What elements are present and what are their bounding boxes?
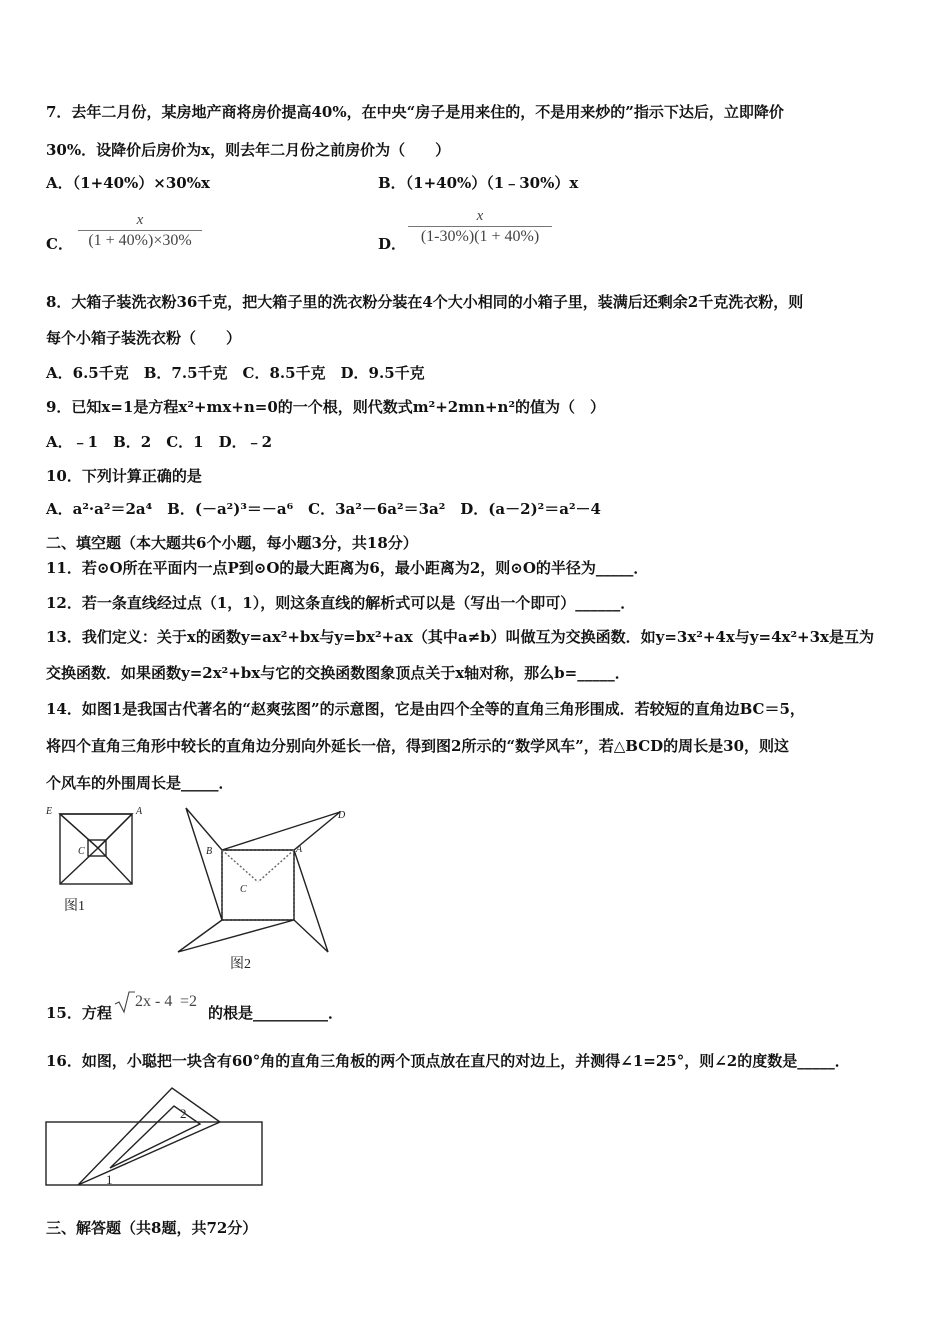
- q9-options: A．﹣1 B．2 C．1 D．﹣2: [46, 433, 273, 451]
- label-c: C: [78, 846, 85, 857]
- q7-option-d-fraction: [408, 208, 552, 246]
- q7-option-a: A．（1+40%）×30%x: [46, 174, 210, 192]
- triangle-top: [60, 814, 132, 848]
- q8-line1: 8．大箱子装洗衣粉36千克，把大箱子里的洗衣粉分装在4个大小相同的小箱子里，装满后还剩余2千克洗衣粉，则: [46, 293, 804, 311]
- q16-line1: 16．如图，小聪把一块含有60°角的直角三角板的两个顶点放在直尺的对边上，并测得∠1=25°，则∠2的度数是_____．: [46, 1052, 850, 1070]
- figure-1-caption: 图1: [64, 899, 85, 914]
- q7-option-d-label: D．: [378, 235, 407, 253]
- set-square-outer: [78, 1088, 220, 1185]
- figure-2-windmill-diagram: [168, 800, 358, 975]
- section3-heading: 三、解答题（共8题，共72分）: [46, 1219, 258, 1237]
- q10-options: A．a²·a²＝2a⁴ B．(－a²)³＝－a⁶ C．3a²－6a²＝3a² D．(a－2)²＝a²－4: [46, 500, 601, 518]
- figure-2-caption: 图2: [230, 957, 251, 972]
- angle-1-label: 1: [106, 1172, 113, 1187]
- fraction-denominator: (1-30%)(1 + 40%): [420, 228, 540, 245]
- q13-line1: 13．我们定义：关于x的函数y=ax²+bx与y=bx²+ax（其中a≠b）叫做互为交换函数．如y=3x²+4x与y=4x²+3x是互为: [46, 628, 874, 646]
- sqrt-sign-icon: [113, 990, 135, 1014]
- q10-line1: 10．下列计算正确的是: [46, 467, 202, 485]
- q7-option-c-fraction: [78, 212, 202, 250]
- label-e: E: [46, 806, 53, 817]
- q8-line2: 每个小箱子装洗衣粉（ ）: [46, 329, 242, 347]
- q12: 12．若一条直线经过点（1，1），则这条直线的解析式可以是（写出一个即可）______．: [46, 594, 636, 612]
- q7-option-c-label: C．: [46, 235, 73, 253]
- dashed-b-c: [222, 850, 258, 882]
- diag-ac: [98, 814, 132, 848]
- dashed-a-c: [258, 850, 294, 882]
- angle-2-label: 2: [180, 1106, 187, 1121]
- q14-line2: 将四个直角三角形中较长的直角边分别向外延长一倍，得到图2所示的“数学风车”，若△BCD的周长是30，则这: [46, 737, 790, 755]
- q15-prefix: 15．方程: [46, 1004, 112, 1022]
- diag-ec: [60, 814, 98, 848]
- figure-1-zhaoshuang-diagram: [44, 802, 154, 917]
- label-a: A: [136, 806, 143, 817]
- q7-line2: 30%．设降价后房价为x，则去年二月份之前房价为（ ）: [46, 141, 451, 159]
- q14-line3: 个风车的外围周长是_____．: [46, 774, 234, 792]
- windmill-blade-right: [294, 850, 328, 952]
- ruler: [46, 1122, 262, 1185]
- section2-heading: 二、填空题（本大题共6个小题，每小题3分，共18分）: [46, 534, 418, 552]
- label-b: B: [206, 846, 213, 857]
- q14-line1: 14．如图1是我国古代著名的“赵爽弦图”的示意图，它是由四个全等的直角三角形围成．若较短的直角边BC＝5，: [46, 700, 805, 718]
- fraction-numerator: x: [476, 208, 484, 224]
- label-c: C: [240, 884, 247, 895]
- windmill-blade-bottom: [178, 920, 294, 952]
- diag-c-br: [98, 848, 132, 884]
- inner-dashed-square: [222, 850, 294, 920]
- q11: 11．若⊙O所在平面内一点P到⊙O的最大距离为6，最小距离为2，则⊙O的半径为_____．: [46, 559, 649, 577]
- label-a: A: [296, 844, 303, 855]
- q15-rhs: =2: [180, 993, 198, 1010]
- q9-line1: 9．已知x=1是方程x²+mx+n=0的一个根，则代数式m²+2mn+n²的值为（ ）: [46, 398, 606, 416]
- q15-radicand: 2x - 4: [135, 993, 173, 1010]
- windmill-blade-top: [222, 812, 340, 850]
- q8-options: A．6.5千克 B．7.5千克 C．8.5千克 D．9.5千克: [46, 364, 425, 382]
- q7-option-b: B．（1+40%）（1﹣30%）x: [378, 174, 579, 192]
- fraction-denominator: (1 + 40%)×30%: [88, 232, 192, 249]
- fraction-numerator: x: [136, 212, 144, 228]
- q13-line2: 交换函数．如果函数y=2x²+bx与它的交换函数图象顶点关于x轴对称，那么b=_____．: [46, 664, 630, 682]
- q16-ruler-triangle-diagram: [44, 1082, 266, 1192]
- q15-suffix: 的根是__________．: [208, 1004, 344, 1022]
- label-d: D: [338, 810, 346, 821]
- q7-line1: 7．去年二月份，某房地产商将房价提高40%，在中央“房子是用来住的，不是用来炒的”指示下达后，立即降价: [46, 103, 784, 121]
- windmill-blade-left: [186, 808, 222, 920]
